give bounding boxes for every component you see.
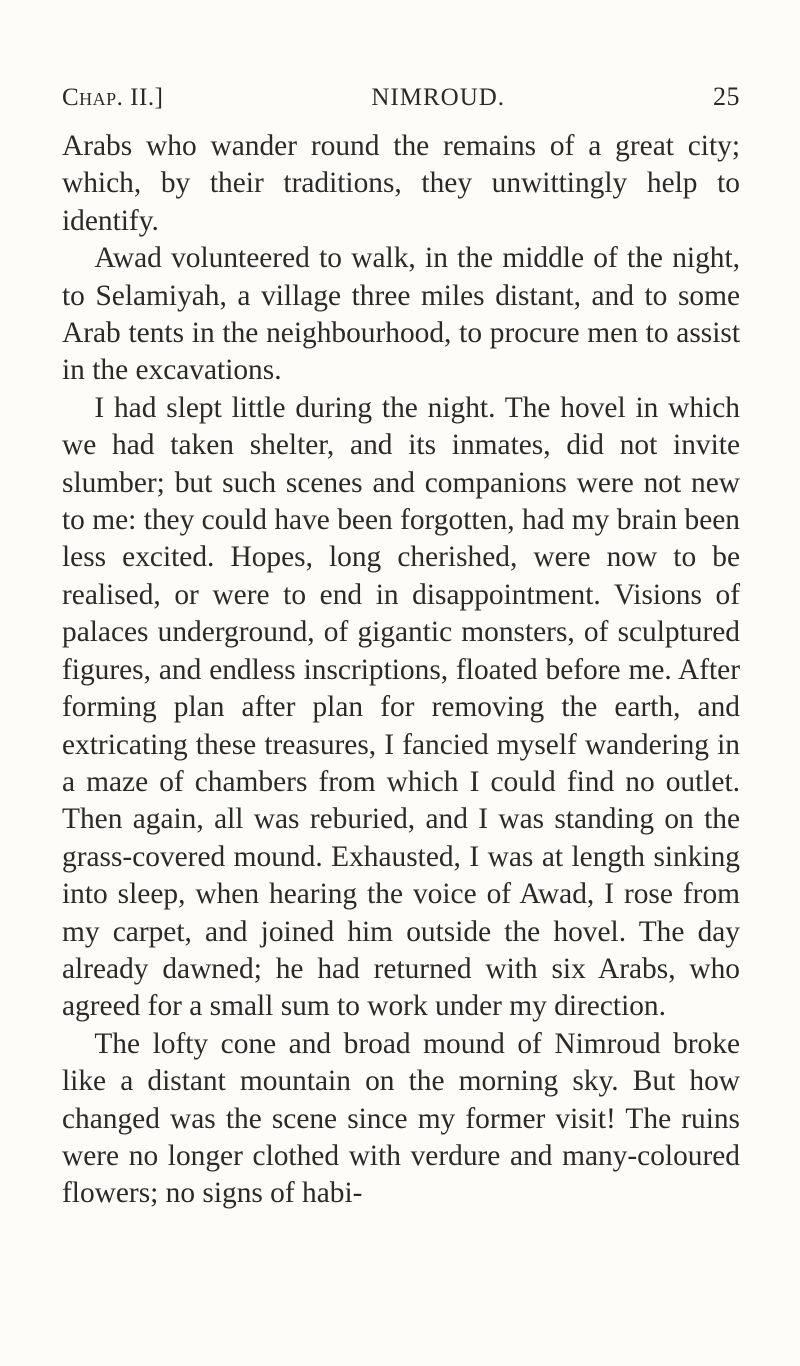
paragraph: The lofty cone and broad mound of Nimroud broke like a distant mountain on the morning sky. But how changed was the scene since my former visit! The ruins were no longer clothed with verdure and many-coloured flowers; no signs of habi-	[62, 1027, 740, 1210]
book-page	[62, 82, 740, 1213]
running-title: NIMROUD.	[371, 84, 506, 111]
chapter-label: Chap. II.]	[62, 84, 164, 111]
page-number: 25	[713, 82, 740, 111]
paragraph-continued: Arabs who wander round the remains of a great city; which, by their traditions, they unwittingly help to identify.	[62, 130, 740, 237]
body-text	[62, 128, 740, 1213]
paragraph: I had slept little during the night. The hovel in which we had taken shelter, and its inmates, did not invite slumber; but such scenes and companions were not new to me: they could have been forgotten, had my brain been less excited. Hopes, long cherished, were now to be realised, or were to end in disappointment. Visions of palaces underground, of gigantic monsters, of sculptured figures, and endless inscriptions, floated before me. After forming plan after plan for removing the earth, and extricating these treasures, I fancied myself wandering in a maze of chambers from which I could find no outlet. Then again, all was reburied, and I was standing on the grass-covered mound. Exhausted, I was at length sinking into sleep, when hearing the voice of Awad, I rose from my carpet, and joined him outside the hovel. The day already dawned; he had returned with six Arabs, who agreed for a small sum to work under my direction.	[62, 391, 740, 1023]
paragraph: Awad volunteered to walk, in the middle of the night, to Selamiyah, a village three miles distant, and to some Arab tents in the neighbourhood, to procure men to assist in the excavations.	[62, 242, 740, 387]
running-head	[62, 82, 740, 122]
